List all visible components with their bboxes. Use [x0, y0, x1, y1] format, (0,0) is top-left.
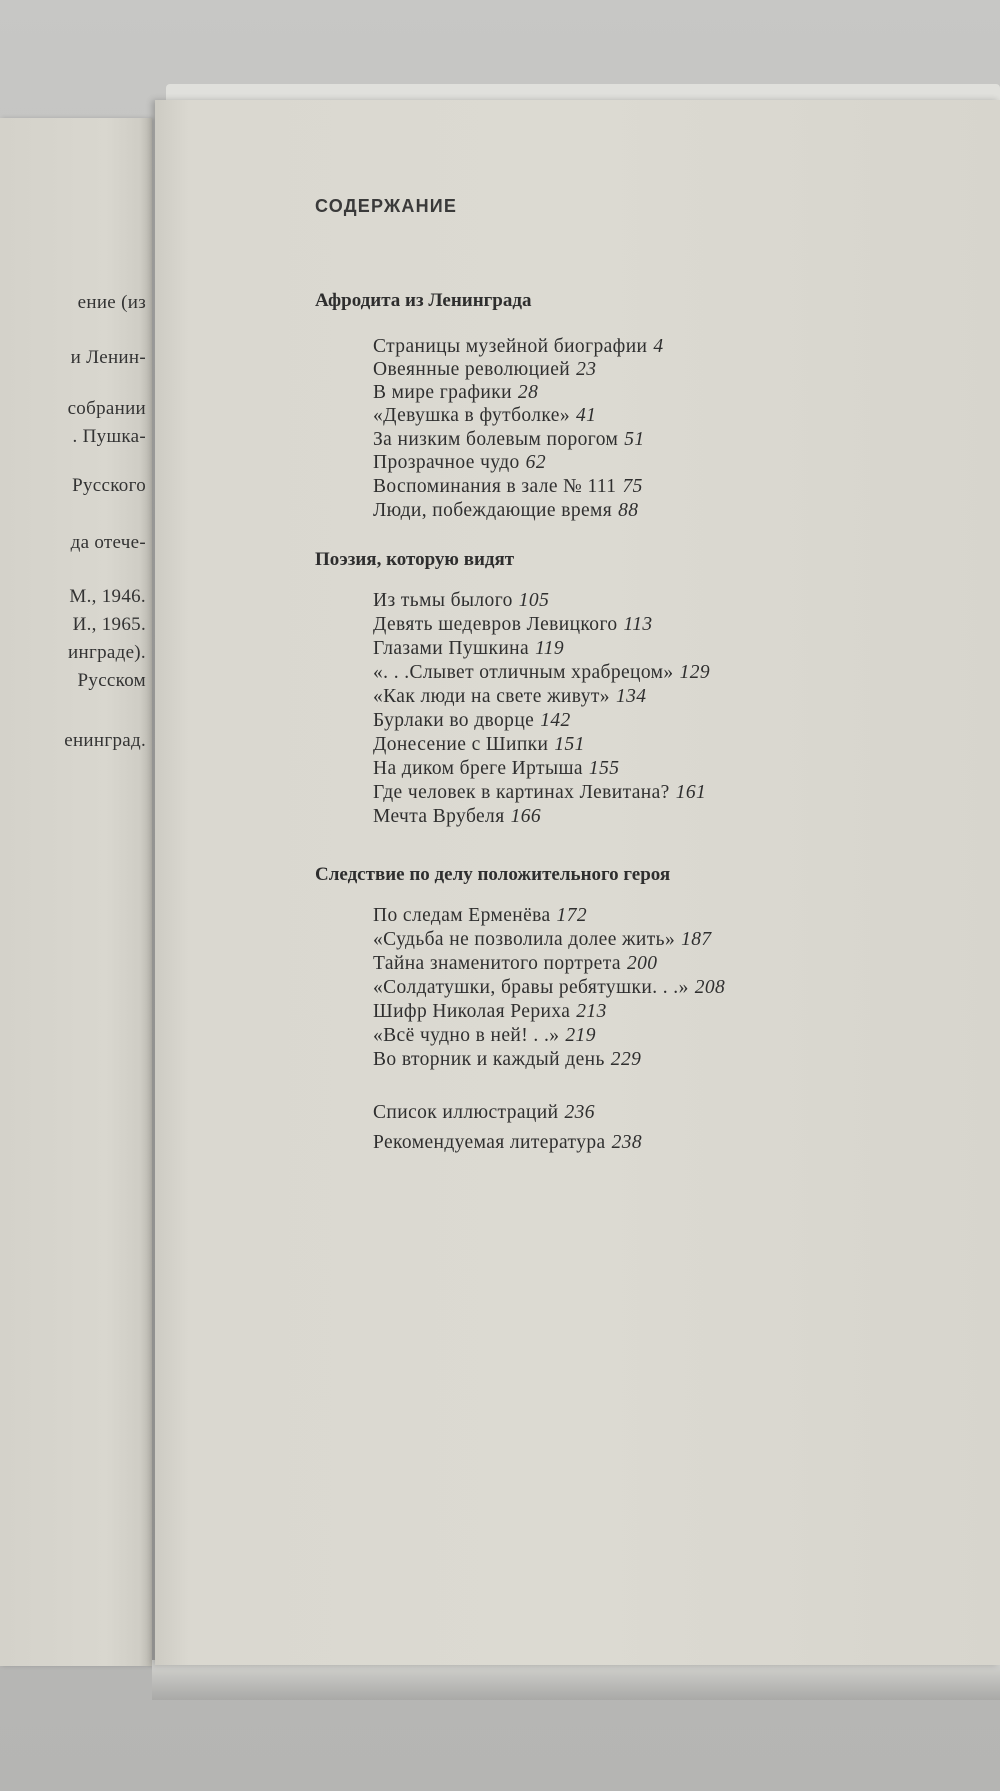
toc-entry-title: Глазами Пушкина: [373, 638, 530, 659]
toc-entry-title: Список иллюстраций: [373, 1102, 559, 1123]
toc-entry-page: 62: [525, 452, 546, 473]
left-page-line: енинград.: [64, 730, 146, 751]
left-page-line: инграде).: [68, 642, 146, 663]
toc-entry-title: «Как люди на свете живут»: [373, 686, 610, 707]
toc-entry: [373, 336, 664, 358]
toc-entry-title: Прозрачное чудо: [373, 452, 520, 473]
toc-entry-title: Где человек в картинах Левитана?: [373, 782, 670, 803]
toc-entry: [373, 806, 541, 828]
toc-entry-page: 213: [576, 1001, 607, 1022]
book-cover-bottom: [152, 1660, 1000, 1700]
toc-entry: [373, 977, 725, 999]
toc-entry: [373, 710, 571, 732]
toc-entry: [373, 1001, 607, 1023]
toc-entry: [373, 686, 646, 708]
toc-entry: [373, 638, 564, 660]
toc-entry-title: В мире графики: [373, 382, 512, 403]
toc-entry-page: 51: [624, 429, 645, 450]
toc-entry-page: 229: [610, 1049, 642, 1070]
toc-entry-title: На диком бреге Иртыша: [373, 758, 583, 779]
toc-entry: [373, 500, 638, 522]
toc-entry-page: 238: [611, 1132, 643, 1153]
toc-entry-page: 151: [554, 734, 585, 755]
toc-entry: [373, 1102, 595, 1124]
left-page-line: И., 1965.: [72, 614, 146, 635]
toc-entry-page: 236: [564, 1102, 595, 1123]
toc-entry-title: Рекомендуемая литература: [373, 1132, 606, 1153]
toc-entry-title: Страницы музейной биографии: [373, 336, 648, 357]
toc-entry: [373, 734, 585, 756]
toc-entry-title: Тайна знаменитого портрета: [373, 953, 621, 974]
toc-entry: [373, 476, 643, 498]
toc-entry-title: «Всё чудно в ней! . .»: [373, 1025, 560, 1046]
toc-entry: [373, 359, 596, 381]
page-title: СОДЕРЖАНИЕ: [315, 196, 458, 216]
toc-entry-page: 105: [518, 590, 550, 611]
toc-entry-title: «. . .Слывет отличным храбрецом»: [373, 662, 674, 683]
left-page-line: и Ленин-: [70, 347, 146, 368]
toc-entry: [373, 405, 596, 427]
toc-entry: [373, 1025, 596, 1047]
toc-entry: [373, 614, 653, 636]
toc-entry: [373, 1049, 641, 1071]
left-page-line: ение (из: [77, 292, 146, 313]
toc-entry-page: 172: [556, 905, 587, 926]
toc-entry-page: 161: [675, 782, 707, 803]
toc-entry: [373, 953, 657, 975]
toc-entry-page: 28: [517, 382, 539, 403]
toc-entry-page: 113: [623, 614, 653, 635]
toc-entry-title: Овеянные революцией: [373, 359, 571, 380]
toc-entry: [373, 905, 587, 927]
toc-entry-title: «Судьба не позволила долее жить»: [373, 929, 676, 950]
toc-entry: [373, 1132, 642, 1154]
toc-entry: [373, 429, 645, 451]
toc-entry-title: Шифр Николая Рериха: [373, 1001, 571, 1022]
left-page: [0, 118, 152, 1666]
left-page-line: собрании: [67, 398, 146, 419]
toc-entry-page: 4: [653, 336, 664, 357]
toc-entry-page: 134: [615, 686, 647, 707]
toc-entry-title: Во вторник и каждый день: [373, 1049, 605, 1070]
section-heading: Афродита из Ленинграда: [315, 290, 532, 311]
toc-entry-title: Донесение с Шипки: [373, 734, 549, 755]
toc-entry-page: 208: [694, 977, 726, 998]
toc-entry: [373, 758, 619, 780]
left-page-line: да отече-: [70, 532, 146, 553]
toc-entry: [373, 782, 706, 804]
toc-entry-title: «Девушка в футболке»: [373, 405, 571, 426]
left-page-line: Русском: [77, 670, 146, 691]
left-page-line: Русского: [72, 475, 146, 496]
toc-entry: [373, 590, 549, 612]
toc-entry-title: Из тьмы былого: [373, 590, 513, 611]
toc-entry-page: 200: [626, 953, 658, 974]
toc-entry-title: «Солдатушки, бравы ребятушки. . .»: [373, 977, 689, 998]
toc-entry: [373, 662, 710, 684]
toc-entry-page: 119: [535, 638, 565, 659]
section-heading: Поэзия, которую видят: [315, 549, 515, 570]
toc-entry-page: 75: [622, 476, 643, 497]
toc-entry-page: 219: [565, 1025, 596, 1046]
toc-entry-page: 129: [679, 662, 711, 683]
toc-entry-title: За низким болевым порогом: [373, 429, 619, 450]
left-page-line: . Пушка-: [72, 426, 146, 447]
toc-entry-page: 41: [576, 405, 597, 426]
toc-entry: [373, 452, 546, 474]
section-heading: Следствие по делу положительного героя: [315, 864, 671, 885]
toc-entry-title: Бурлаки во дворце: [373, 710, 535, 731]
toc-entry-page: 88: [618, 500, 639, 521]
toc-entry-title: Люди, побеждающие время: [373, 500, 613, 521]
left-page-line: М., 1946.: [69, 586, 146, 607]
toc-entry-title: Воспоминания в зале № 111: [373, 476, 617, 497]
toc-entry-page: 155: [588, 758, 620, 779]
toc-entry-page: 187: [681, 929, 712, 950]
toc-entry-title: По следам Ерменёва: [373, 905, 551, 926]
toc-entry-page: 23: [576, 359, 597, 380]
toc-entry-page: 142: [540, 710, 571, 731]
toc-entry: [373, 382, 538, 404]
toc-entry: [373, 929, 712, 951]
toc-entry-page: 166: [510, 806, 542, 827]
toc-entry-title: Мечта Врубеля: [373, 806, 505, 827]
toc-entry-title: Девять шедевров Левицкого: [373, 614, 618, 635]
